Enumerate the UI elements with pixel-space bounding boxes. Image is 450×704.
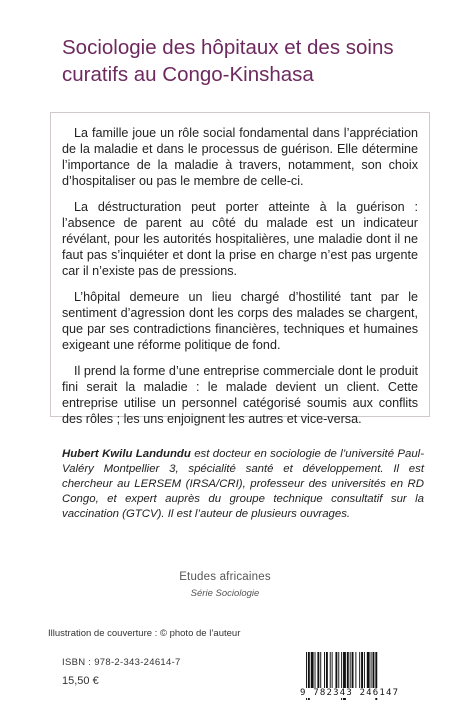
collection-name: Etudes africaines xyxy=(179,571,271,583)
author-bio-text: est docteur en sociologie de l’université Paul-Valéry Montpellier 3, spécialité santé et développement. Il est chercheur au LERSEM (IRSA/CRI), professeur des universités en RD Congo, et expert auprès du groupe technique consultatif sur la vaccination (GTCV). Il est l’auteur de plusieurs ouvrages. xyxy=(62,448,424,520)
author-bio xyxy=(62,447,424,522)
summary-paragraph-2: La déstructuration peut porter atteinte à la guérison : l’absence de parent au côté du malade est un indicateur révélant, pour les autorités hospitalières, une maladie dont il ne faut pas s’inquiéter et dont la prise en charge n’est pas urgente car il n’existe pas de pressions. xyxy=(62,200,418,278)
summary-paragraph-3: L’hôpital demeure un lieu chargé d’hostilité tant par le sentiment d’agression dont les corps des malades se chargent, que par ses contradictions financières, techniques et humaines exigeant une réforme politique de fond. xyxy=(62,290,418,352)
summary-paragraph-4: Il prend la forme d’une entreprise commerciale dont le produit fini serait la maladie : le malade devient un client. Cette entreprise utilise un personnel catégorisé soumis aux conflits des rôles ; les uns enjoignent les autres et vice-versa. xyxy=(62,364,418,426)
summary-paragraph-1: La famille joue un rôle social fondamental dans l’appréciation de la maladie et dans le processus de guérison. Elle détermine l’importance de la maladie à travers, notamment, son choix d’hospitaliser ou pas le membre de celle-ci. xyxy=(62,126,418,188)
isbn: ISBN : 978-2-343-24614-7 xyxy=(62,657,181,668)
cover-credit: Illustration de couverture : © photo de l’auteur xyxy=(48,628,241,639)
summary-text xyxy=(62,125,418,437)
price: 15,50 € xyxy=(62,675,99,687)
barcode-digits: 9 782343 246147 xyxy=(300,688,426,698)
book-title: Sociologie des hôpitaux et des soins curatifs au Congo-Kinshasa xyxy=(62,36,394,86)
series-name: Série Sociologie xyxy=(190,588,260,599)
author-name: Hubert Kwilu Landundu xyxy=(62,448,191,460)
